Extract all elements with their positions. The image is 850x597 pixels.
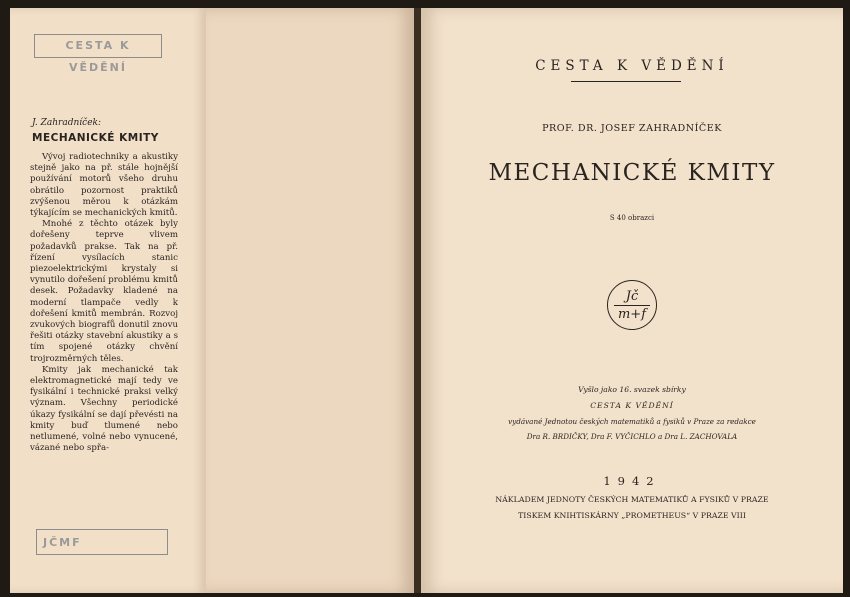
series-name: CESTA K VĚDĚNÍ (590, 401, 674, 410)
flap-paragraph: Mnohé z těchto otázek byly dořešeny teprve vlivem požadavků prakse. Tak na př. řízení vysílacích stanic piezoelektrickými krystaly si vynutilo dořešení problému kmitů desek. Požadavky kladené na moderní tlampače vedly k dořešení kmitů membrán. Rozvoj zvukových biografů donutil znovu řešiti otázky stavební akustiky a s tím spojené otázky chvění trojrozměrných těles. (30, 219, 178, 364)
publication-year: 1942 (603, 474, 661, 488)
imprint-publisher: NÁKLADEM JEDNOTY ČESKÝCH MATEMATIKŮ A FYSIKŮ V PRAZE (495, 495, 769, 504)
series-stamp: CESTA K VĚDĚNÍ (34, 34, 162, 58)
publication-note: Vyšlo jako 16. svazek sbírky (578, 385, 686, 394)
jcmf-logo-icon (607, 280, 657, 330)
flap-paragraph: Vývoj radiotechniky a akustiky stejně jako na př. stále hojnější používání motorů všeho druhu obrátilo pozornost praktiků zvýšenou měrou k otázkám týkajícím se mechanických kmitů. (30, 152, 178, 219)
logo-bottom-text: m+f (617, 307, 647, 322)
book-title: MECHANICKÉ KMITY (488, 160, 776, 186)
publisher-stamp: JČMF (36, 529, 168, 555)
logo-divider (614, 305, 650, 306)
imprint-printer: TISKEM KNIHTISKÁRNY „PROMETHEUS“ V PRAZE VIII (518, 511, 746, 520)
title-page (421, 8, 843, 593)
flap-paragraph: Kmity jak mechanické tak elektromagnetické mají tedy ve fysikální i technické praksi velký význam. Všechny periodické úkazy fysikální se dají převésti na kmity buď tlumené nebo netlumené, volné nebo vynucené, vázané nebo spřa- (30, 364, 178, 454)
flap-author: J. Zahradníček: (32, 118, 102, 128)
logo-top-text: Jč (625, 289, 639, 304)
editors-line: Dra R. BRDIČKY, Dra F. VYČICHLO a Dra L. ZACHOVALA (526, 432, 738, 441)
flap-title: MECHANICKÉ KMITY (32, 132, 159, 144)
publisher-line: vydávané Jednotou českých matematiků a fysiků v Praze za redakce (508, 417, 756, 426)
cover-flap (10, 8, 206, 593)
series-heading: CESTA K VĚDĚNÍ (535, 58, 729, 74)
book-spine-gutter (414, 8, 421, 593)
flap-description (30, 152, 178, 454)
series-rule (571, 81, 681, 82)
book-author: PROF. DR. JOSEF ZAHRADNÍČEK (542, 123, 722, 134)
figures-note: S 40 obrazci (609, 214, 655, 222)
inner-cover-page (206, 8, 414, 593)
